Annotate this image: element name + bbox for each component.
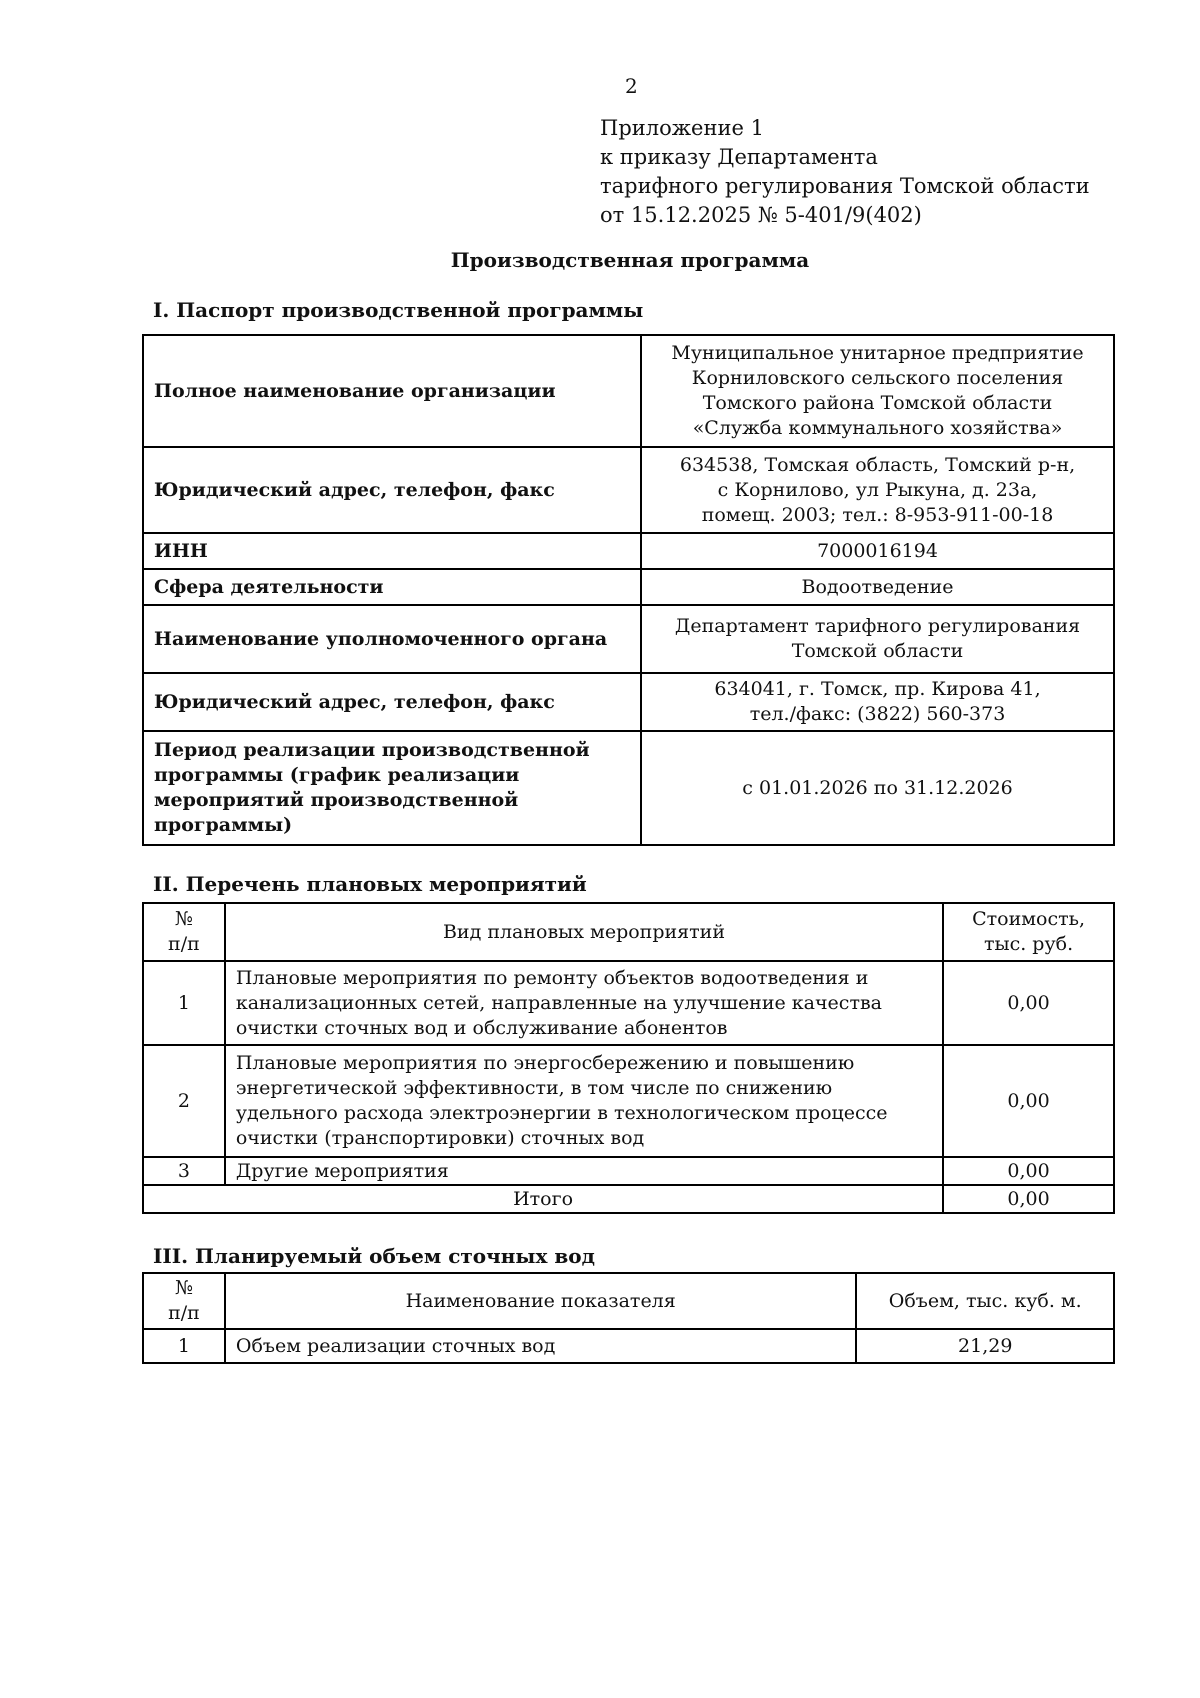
value-line: Департамент тарифного регулирования <box>674 615 1081 637</box>
table-header-row <box>143 1273 1114 1329</box>
passport-value <box>641 447 1114 533</box>
row-name-line: Плановые мероприятия по ремонту объектов водоотведения и <box>235 966 869 989</box>
passport-row <box>143 335 1114 447</box>
appendix-line: от 15.12.2025 № 5-401/9(402) <box>600 203 922 227</box>
header-volume: Объем, тыс. куб. м. <box>856 1273 1114 1329</box>
table-row <box>143 1045 1114 1157</box>
section-1-title: I. Паспорт производственной программы <box>153 298 644 322</box>
value-line: Муниципальное унитарное предприятие <box>671 342 1084 364</box>
value-line: с 01.01.2026 по 31.12.2026 <box>742 776 1013 799</box>
header-name: Наименование показателя <box>225 1273 857 1329</box>
value-line: с Корнилово, ул Рыкуна, д. 23а, <box>717 478 1038 501</box>
value-line: тел./факс: (3822) 560-373 <box>749 703 1006 725</box>
section-2-title: II. Перечень плановых мероприятий <box>153 872 587 896</box>
header-num-line: № <box>174 908 193 930</box>
value-line: Корниловского сельского поселения <box>691 367 1064 389</box>
table-row <box>143 1329 1114 1363</box>
appendix-line: тарифного регулирования Томской области <box>600 174 1090 198</box>
passport-label: Юридический адрес, телефон, факс <box>143 447 641 533</box>
passport-row <box>143 605 1114 673</box>
row-cost: 0,00 <box>943 961 1114 1045</box>
passport-value <box>641 569 1114 605</box>
passport-label: ИНН <box>143 533 641 569</box>
passport-value <box>641 673 1114 731</box>
header-name: Вид плановых мероприятий <box>225 903 943 961</box>
row-name-line: очистки (транспортировки) сточных вод <box>235 1127 645 1149</box>
row-cost: 0,00 <box>943 1045 1114 1157</box>
row-name-line: канализационных сетей, направленные на улучшение качества <box>235 991 882 1014</box>
header-num <box>143 903 225 961</box>
appendix-line: к приказу Департамента <box>600 145 878 169</box>
measures-table <box>142 902 1115 1214</box>
passport-label: Наименование уполномоченного органа <box>143 605 641 673</box>
row-name-line: Другие мероприятия <box>235 1159 449 1182</box>
volume-table <box>142 1272 1115 1364</box>
value-line: Водоотведение <box>801 575 954 598</box>
table-row <box>143 1157 1114 1185</box>
total-label: Итого <box>143 1185 943 1213</box>
row-cost: 0,00 <box>943 1157 1114 1185</box>
passport-row <box>143 533 1114 569</box>
value-line: 634538, Томская область, Томский р-н, <box>679 453 1076 476</box>
value-line: Томской области <box>791 640 964 662</box>
passport-label: Период реализации производственной программы (график реализации мероприятий производственной программы) <box>143 731 641 845</box>
appendix-line: Приложение 1 <box>600 116 764 140</box>
row-name-line: удельного расхода электроэнергии в технологическом процессе <box>235 1102 888 1124</box>
total-row <box>143 1185 1114 1213</box>
row-name <box>225 1157 943 1185</box>
header-num <box>143 1273 225 1329</box>
total-value: 0,00 <box>943 1185 1114 1213</box>
row-name: Объем реализации сточных вод <box>225 1329 857 1363</box>
header-cost-line: тыс. руб. <box>983 933 1074 955</box>
passport-row <box>143 673 1114 731</box>
row-num: 2 <box>143 1045 225 1157</box>
row-num: 1 <box>143 961 225 1045</box>
appendix-block <box>600 114 1090 230</box>
value-line: Томского района Томской области <box>702 392 1053 414</box>
row-name-line: очистки сточных вод и обслуживание абонентов <box>235 1016 728 1039</box>
row-name-line: Плановые мероприятия по энергосбережению и повышению <box>235 1052 855 1074</box>
header-cost-line: Стоимость, <box>972 908 1085 930</box>
passport-table <box>142 334 1115 846</box>
document-title: Производственная программа <box>450 248 810 272</box>
header-cost <box>943 903 1114 961</box>
row-name-line: энергетической эффективности, в том числе по снижению <box>235 1077 833 1099</box>
passport-value <box>641 335 1114 447</box>
passport-label: Полное наименование организации <box>143 335 641 447</box>
table-header-row <box>143 903 1114 961</box>
page-number: 2 <box>625 74 638 98</box>
row-volume: 21,29 <box>856 1329 1114 1363</box>
header-num-line: п/п <box>168 933 200 955</box>
row-name <box>225 1045 943 1157</box>
value-line: «Служба коммунального хозяйства» <box>692 417 1063 439</box>
header-num-line: № <box>174 1277 193 1299</box>
passport-row <box>143 569 1114 605</box>
table-row <box>143 961 1114 1045</box>
value-line: 634041, г. Томск, пр. Кирова 41, <box>714 678 1041 700</box>
passport-value <box>641 731 1114 845</box>
header-num-line: п/п <box>168 1302 200 1324</box>
passport-value <box>641 533 1114 569</box>
row-num: 3 <box>143 1157 225 1185</box>
passport-label: Сфера деятельности <box>143 569 641 605</box>
passport-label: Юридический адрес, телефон, факс <box>143 673 641 731</box>
section-3-title: III. Планируемый объем сточных вод <box>153 1244 595 1268</box>
passport-row <box>143 731 1114 845</box>
value-line: помещ. 2003; тел.: 8-953-911-00-18 <box>701 503 1054 526</box>
row-num: 1 <box>143 1329 225 1363</box>
passport-row <box>143 447 1114 533</box>
value-line: 7000016194 <box>817 539 938 562</box>
row-name <box>225 961 943 1045</box>
passport-value <box>641 605 1114 673</box>
